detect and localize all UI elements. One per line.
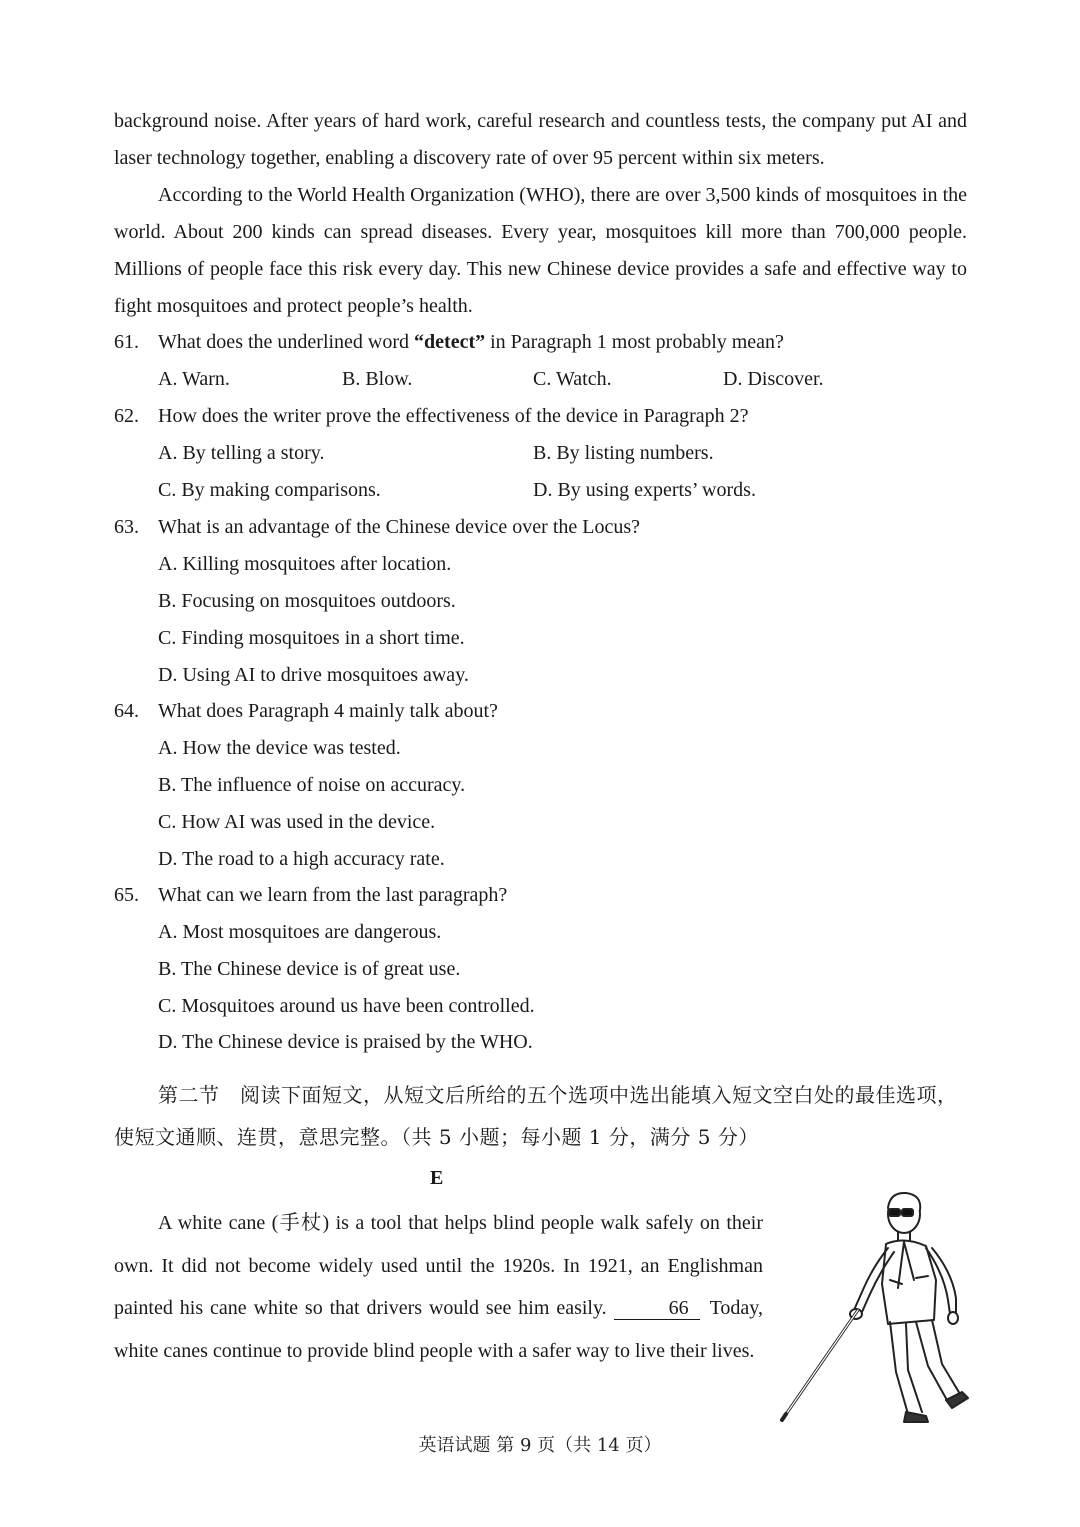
passage-d-continued-paragraph: background noise. After years of hard work, careful research and countless tests, the company put AI and laser technology together, enabling a discovery rate of over 95 percent within six meters. [114,110,967,169]
question-keyword: “detect” [414,331,486,353]
option-62-d: D. By using experts’ words. [533,479,756,501]
question-text: What is an advantage of the Chinese device over the Locus? [158,516,641,538]
option-64-d: D. The road to a high accuracy rate. [158,848,445,870]
question-number: 62. [114,405,139,427]
question-text-pre: What does the underlined word [158,331,415,353]
passage-e-heading: E [430,1167,444,1189]
option-65-d: D. The Chinese device is praised by the WHO. [158,1031,533,1053]
question-number: 61. [114,331,139,353]
blind-man-illustration [776,1188,976,1428]
option-64-a: A. How the device was tested. [158,737,401,759]
option-62-c: C. By making comparisons. [158,479,381,501]
option-61-a: A. Warn. [158,368,230,390]
question-number: 65. [114,884,139,906]
passage-e-text-after: Today, white canes continue to provide blind people with a safer way to live their lives. [114,1297,764,1362]
question-62 [114,398,749,435]
passage-e-text-before: A white cane (手杖) is a tool that helps blind people walk safely on their own. It did not become widely used until the 1920s. In 1921, an Englishman painted his cane white so that drivers would see him easily. [114,1212,763,1319]
option-63-c: C. Finding mosquitoes in a short time. [158,627,465,649]
question-number: 64. [114,700,139,722]
question-text-post: in Paragraph 1 most probably mean? [485,331,784,353]
question-text: What does Paragraph 4 mainly talk about? [158,700,498,722]
question-number: 63. [114,516,139,538]
option-62-b: B. By listing numbers. [533,442,714,464]
passage-e-paragraph [114,1202,763,1372]
question-61 [114,324,784,361]
option-65-c: C. Mosquitoes around us have been controlled. [158,995,535,1017]
question-63 [114,509,640,546]
option-65-b: B. The Chinese device is of great use. [158,958,461,980]
question-text: How does the writer prove the effectiveness of the device in Paragraph 2? [158,405,749,427]
option-62-a: A. By telling a story. [158,442,325,464]
option-63-d: D. Using AI to drive mosquitoes away. [158,664,469,686]
option-65-a: A. Most mosquitoes are dangerous. [158,921,442,943]
question-64 [114,693,498,730]
option-61-b: B. Blow. [342,368,413,390]
page-footer: 英语试题 第 9 页（共 14 页） [418,1435,662,1456]
option-64-b: B. The influence of noise on accuracy. [158,774,466,796]
blank-66: 66 [614,1297,700,1320]
option-61-c: C. Watch. [533,368,612,390]
option-63-b: B. Focusing on mosquitoes outdoors. [158,590,456,612]
question-text: What can we learn from the last paragraph? [158,884,508,906]
option-64-c: C. How AI was used in the device. [158,811,436,833]
option-63-a: A. Killing mosquitoes after location. [158,553,452,575]
question-65 [114,877,507,914]
option-61-d: D. Discover. [723,368,824,390]
section-2-instruction: 第二节 阅读下面短文，从短文后所给的五个选项中选出能填入短文空白处的最佳选项，使短文通顺、连贯，意思完整。（共 5 小题；每小题 1 分，满分 5 分） [114,1083,958,1149]
passage-d-last-paragraph: According to the World Health Organization (WHO), there are over 3,500 kinds of mosquitoes in the world. About 200 kinds can spread diseases. Every year, mosquitoes kill more than 700,000 people. Millions of people face this risk every day. This new Chinese device provides a safe and effective way to fight mosquitoes and protect people’s health. [114,184,967,317]
